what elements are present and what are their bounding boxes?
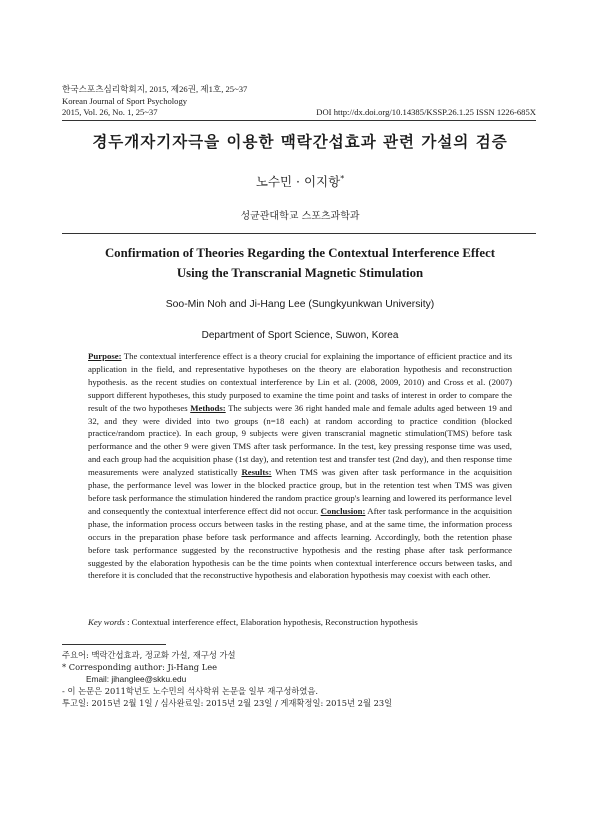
title-korean: 경두개자기자극을 이용한 맥락간섭효과 관련 가설의 검증 bbox=[92, 132, 508, 151]
abstract bbox=[88, 350, 512, 582]
title-english-line1: Confirmation of Theories Regarding the Contextual Interference Effect bbox=[104, 246, 496, 260]
header-rule bbox=[62, 120, 536, 121]
authors-korean bbox=[0, 172, 600, 190]
footnote-note: - 이 논문은 2011학년도 노수민의 석사학위 논문을 일부 재구성하였음. bbox=[62, 686, 319, 696]
purpose-text: The contextual interference effect is a theory crucial for explaining the importance of efficient practice and its application in the field, and representative hypotheses on the theory are elaboration hypothesis and reconstruction hypothesis. as the recent studies on contextual interference by Lin et al. (2008, 2009, 2010) and Cross et al. (2007) support different hypotheses, this study purposed to examine the time point and tasks of interest in order to compare the result of the two hypotheses bbox=[88, 351, 512, 413]
results-text: When TMS was given after task performance in the acquisition phase, the performance level was lower in the blocked practice group, but in the retention test when TMS was given before task performance the stimulation hindered the random practice group's learning and lowered its performance level and consequently the contextual interference effect did not occur. bbox=[88, 467, 512, 516]
journal-volume: 2015, Vol. 26, No. 1, 25~37 bbox=[62, 107, 158, 117]
affiliation-english: Department of Sport Science, Suwon, Korea bbox=[201, 330, 399, 341]
affiliation-korean: 성균관대학교 스포츠과학과 bbox=[240, 211, 360, 222]
conclusion-text: After task performance in the acquisition phase, the information process occurs between tasks in the resting phase, and at the same time, the information process occurs in the preparation phase before task performance and affects learning. Accordingly, both the retention phase before task performance suggested by the reconstructive hypothesis and the resting phase after task performance suggested by the elaboration hypothesis can be the time points when contextual interference occurs between tasks, and therefore it is concluded that the reconstructive hypothesis and elaboration hypothesis may coexist with each other. bbox=[88, 505, 512, 581]
keywords bbox=[88, 617, 418, 627]
footnote-dates: 투고일: 2015년 2월 1일 / 심사완료일: 2015년 2월 23일 / 게재확정일: 2015년 2월 23일 bbox=[62, 698, 393, 708]
methods-label: Methods: bbox=[190, 402, 226, 413]
footnote-rule bbox=[62, 644, 166, 645]
journal-header-ko: 한국스포츠심리학회지, 2015, 제26권, 제1호, 25~37 bbox=[62, 84, 248, 94]
keywords-label: Key words bbox=[88, 617, 125, 627]
doi-issn: DOI http://dx.doi.org/10.14385/KSSP.26.1.25 ISSN 1226-685X bbox=[316, 107, 536, 117]
keywords-text: : Contextual interference effect, Elaboration hypothesis, Reconstruction hypothesis bbox=[124, 617, 418, 627]
title-english-line2: Using the Transcranial Magnetic Stimulation bbox=[176, 266, 424, 280]
footnote-keywords-ko: 주요어: 맥락간섭효과, 정교화 가설, 재구성 가설 bbox=[62, 650, 236, 660]
purpose-label: Purpose: bbox=[88, 351, 122, 361]
title-rule bbox=[62, 233, 536, 234]
footnote-email: Email: jihanglee@skku.edu bbox=[86, 674, 187, 684]
corresponding-mark: * bbox=[340, 173, 345, 183]
authors-korean-names: 노수민 · 이지항 bbox=[255, 174, 341, 189]
authors-english: Soo-Min Noh and Ji-Hang Lee (Sungkyunkwan University) bbox=[165, 299, 435, 310]
footnote-corresponding: * Corresponding author: Ji-Hang Lee bbox=[62, 662, 218, 672]
results-label: Results: bbox=[241, 467, 272, 478]
methods-text: The subjects were 36 right handed male and female adults aged between 19 and 32, and they were divided into two groups (n=18 each) at random according to practice condition (blocked practice/random practice). In each group, 9 subjects were given transcranial magnetic stimulation(TMS) before task performance and the other 9 were given TMS after task performance. In the test, key pressing response time was used, and each group had the acquisition phase (1st day), and retention test and transfer test (2nd day), and then response time measurements were analyzed statistically bbox=[88, 402, 512, 478]
conclusion-label: Conclusion: bbox=[320, 505, 366, 516]
journal-header-en: Korean Journal of Sport Psychology bbox=[62, 96, 188, 106]
